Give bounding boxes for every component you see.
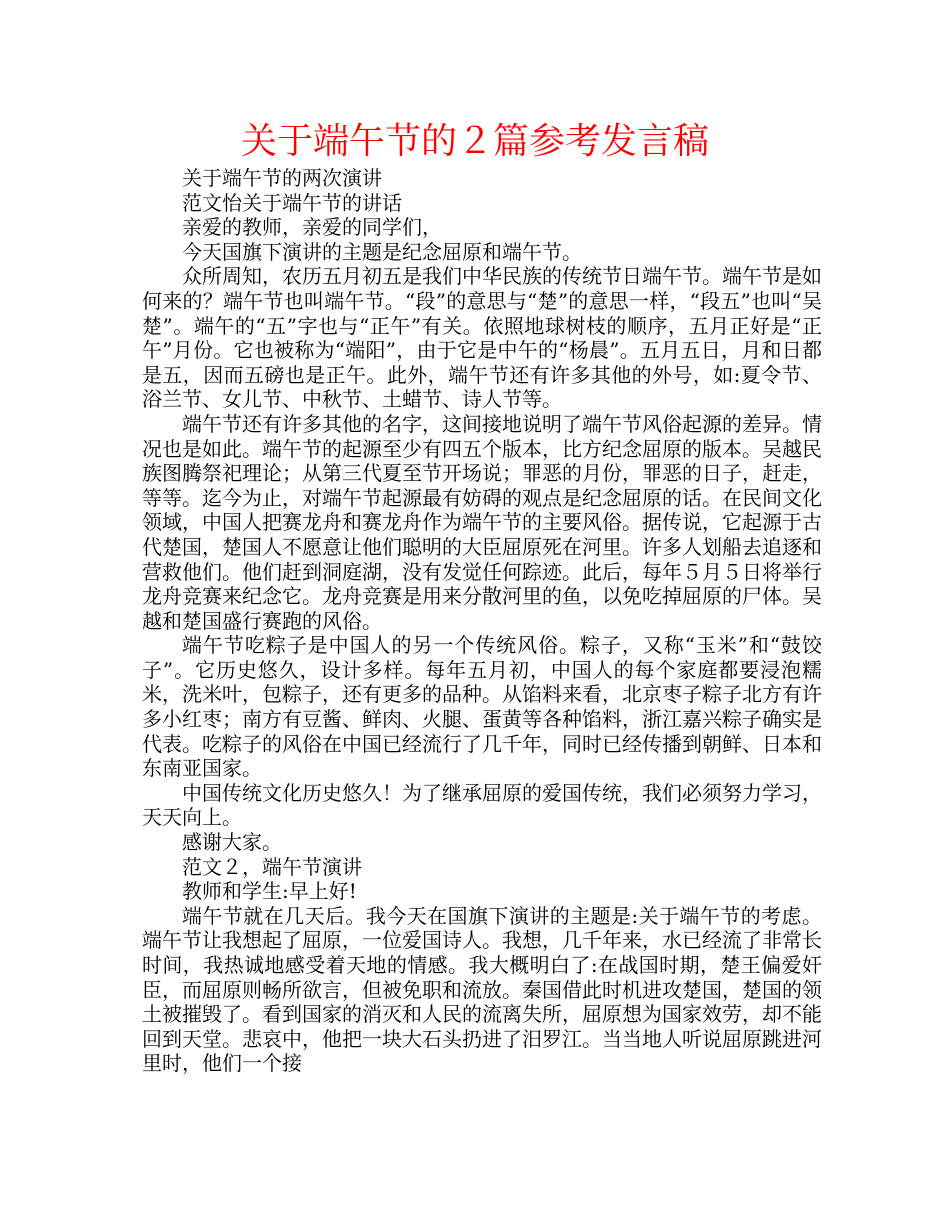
paragraph-topic-1: 今天国旗下演讲的主题是纪念屈原和端午节。: [182, 239, 582, 264]
paragraph-origin: 众所周知，农历五月初五是我们中华民族的传统节日端午节。端午节是如何来的？端午节也叫端午节。“段”的意思与“楚”的意思一样，“段五”也叫“吴楚”。端午的“五”字也与“正午”有关。依照地球树枝的顺序，五月正好是“正午”月份。它也被称为“端阳”，由于它是中午的“杨晨”。五月五日，月和日都是五，因而五磅也是正午。此外，端午节还有许多其他的外号，如:夏令节、浴兰节、女儿节、中秋节、土蜡节、诗人节等。: [142, 264, 822, 412]
paragraph-zongzi: 端午节吃粽子是中国人的另一个传统风俗。粽子，又称“玉米”和“鼓饺子”。它历史悠久，设计多样。每年五月初，中国人的每个家庭都要浸泡糯米，洗米叶，包粽子，还有更多的品种。从馅料来看，北京枣子粽子北方有许多小红枣；南方有豆酱、鲜肉、火腿、蛋黄等各种馅料，浙江嘉兴粽子确实是代表。吃粽子的风俗在中国已经流行了几千年，同时已经传播到朝鲜、日本和东南亚国家。: [142, 633, 822, 781]
paragraph-thanks: 感谢大家。: [182, 830, 282, 855]
document-title: 关于端午节的２篇参考发言稿: [240, 121, 709, 162]
paragraph-other-names: 端午节还有许多其他的名字，这间接地说明了端午节风俗起源的差异。情况也是如此。端午节的起源至少有四五个版本，比方纪念屈原的版本。吴越民族图腾祭祀理论；从第三代夏至节开场说；罪恶的月份，罪恶的日子，赶走，等等。迄今为止，对端午节起源最有妨碍的观点是纪念屈原的话。在民间文化领域，中国人把赛龙舟和赛龙舟作为端午节的主要风俗。据传说，它起源于古代楚国，楚国人不愿意让他们聪明的大臣屈原死在河里。许多人划船去追逐和营救他们。他们赶到洞庭湖，没有发觉任何踪迹。此后，每年５月５日将举行龙舟竞赛来纪念它。龙舟竞赛是用来分散河里的鱼，以免吃掉屈原的尸体。吴越和楚国盛行赛跑的风俗。: [142, 411, 822, 633]
document-body: [142, 166, 822, 1076]
paragraph-heading-1: 关于端午节的两次演讲: [182, 166, 382, 190]
paragraph-conclusion-1: 中国传统文化历史悠久！为了继承屈原的爱国传统，我们必须努力学习，天天向上。: [142, 780, 822, 830]
paragraph-speaker-1: 范文怡关于端午节的讲话: [182, 190, 402, 215]
paragraph-greeting-2: 教师和学生:早上好!: [182, 879, 357, 904]
paragraph-greeting-1: 亲爱的教师，亲爱的同学们，: [182, 215, 442, 240]
paragraph-speech-2: 端午节就在几天后。我今天在国旗下演讲的主题是:关于端午节的考虑。端午节让我想起了屈原，一位爱国诗人。我想，几千年来，水已经流了非常长时间，我热诚地感受着天地的情感。我大概明白了:在战国时期，楚王偏爱奸臣，而屈原则畅所欲言，但被免职和流放。秦国借此时机进攻楚国，楚国的领土被摧毁了。看到国家的消灭和人民的流离失所，屈原想为国家效劳，却不能回到天堂。悲哀中，他把一块大石头扔进了汨罗江。当当地人听说屈原跳进河里时，他们一个接: [142, 903, 822, 1076]
paragraph-heading-2: 范文２，端午节演讲: [182, 854, 362, 879]
